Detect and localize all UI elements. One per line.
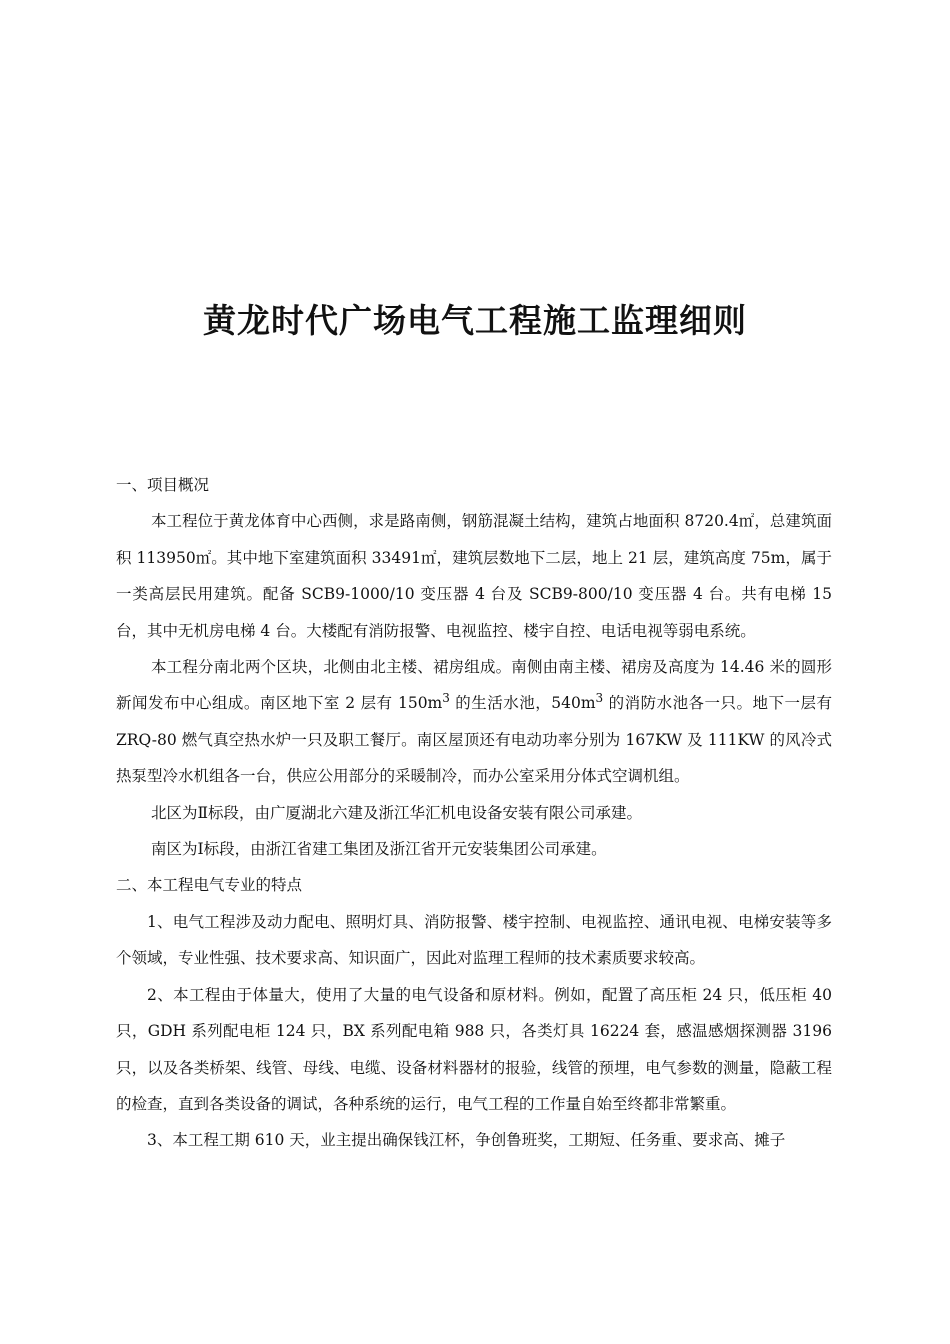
superscript-cubic: 3 [595, 691, 604, 706]
list-item-feature-3: 3、本工程工期 610 天，业主提出确保钱江杯，争创鲁班奖，工期短、任务重、要求高、摊子 [147, 1131, 786, 1150]
superscript-cubic: 3 [442, 691, 450, 706]
paragraph-north-section: 北区为Ⅱ标段，由广厦湖北六建及浙江华汇机电设备安装有限公司承建。 [151, 803, 643, 822]
paragraph-layout-part-c: 的消防水池各一只。地下一层有 ZRQ-80 燃气真空热水炉一只及职工餐厅。南区屋顶还有电动功率分别为 167KW 及 111KW 的风冷式热泵型冷水机组各一台，供应公用部分的采暖制冷，而办公室采用分体式空调机组。 [116, 694, 832, 786]
paragraph-location: 本工程位于黄龙体育中心西侧，求是路南侧，钢筋混凝土结构，建筑占地面积 8720.4㎡，总建筑面积 113950㎡。其中地下室建筑面积 33491㎡，建筑层数地下二层，地上 21 层，建筑高度 75m，属于一类高层民用建筑。配备 SCB9-1000/10 变压器 4 台及 SCB9-800/10 变压器 4 台。共有电梯 15 台，其中无机房电梯 4 台。大楼配有消防报警、电视监控、楼宇自控、电话电视等弱电系统。 [116, 512, 832, 640]
paragraph-layout [116, 649, 832, 795]
paragraph-layout-part-a: 本工程分南北两个区块，北侧由北主楼、裙房组成。南侧由南主楼、裙房及高度为 14.46 米的圆形新闻发布中心组成。南区地下室 2 层有 150m [116, 658, 832, 713]
section-heading-features: 二、本工程电气专业的特点 [116, 876, 303, 895]
document-title: 黄龙时代广场电气工程施工监理细则 [203, 301, 747, 340]
section-heading-overview: 一、项目概况 [116, 476, 210, 494]
paragraph-south-section: 南区为Ⅰ标段，由浙江省建工集团及浙江省开元安装集团公司承建。 [151, 840, 607, 859]
document-body [116, 467, 832, 1159]
list-item-feature-2: 2、本工程由于体量大，使用了大量的电气设备和原材料。例如，配置了高压柜 24 只，低压柜 40 只，GDH 系列配电柜 124 只，BX 系列配电箱 988 只，各类灯具 16224 套，感温感烟探测器 3196 只，以及各类桥架、线管、母线、电缆、设备材料器材的报验，线管的预埋，电气参数的测量，隐蔽工程的检查，直到各类设备的调试，各种系统的运行，电气工程的工作量自始至终都非常繁重。 [116, 985, 832, 1113]
list-item-feature-1: 1、电气工程涉及动力配电、照明灯具、消防报警、楼宇控制、电视监控、通讯电视、电梯安装等多个领域，专业性强、技术要求高、知识面广，因此对监理工程师的技术素质要求较高。 [116, 912, 832, 968]
paragraph-layout-part-b: 的生活水池，540m [449, 694, 596, 713]
